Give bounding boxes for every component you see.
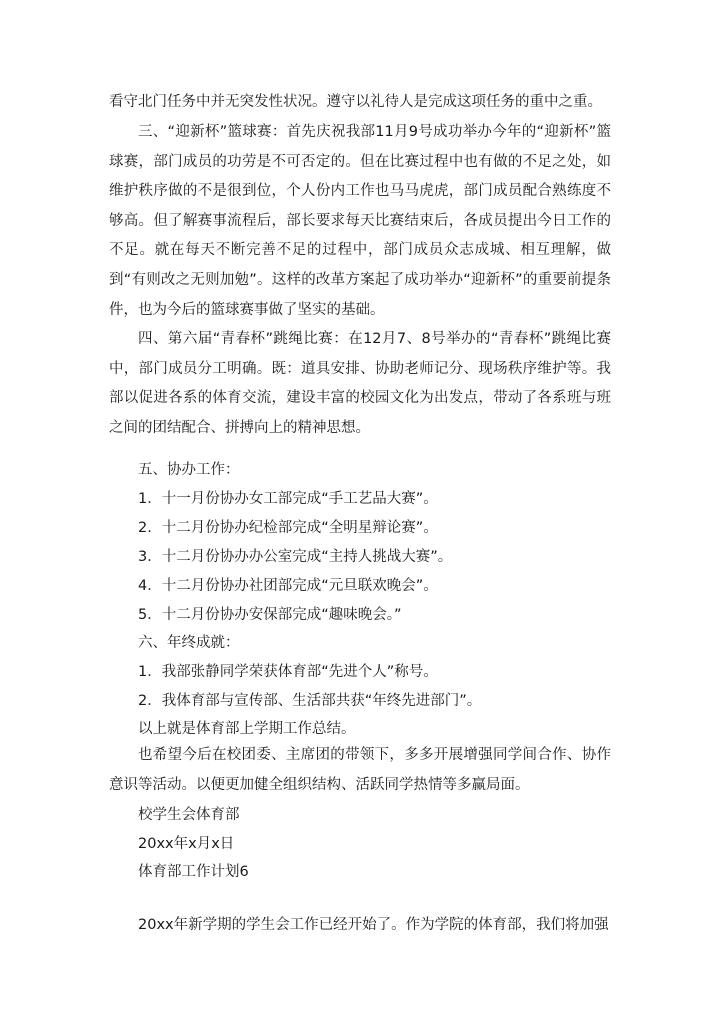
summary-sentence: 以上就是体育部上学期工作总结。	[138, 721, 356, 737]
list-item-co-work-3: 3．十二月份协办办公室完成“主持人挑战大赛”。	[138, 549, 453, 565]
signature-date: 20xx年x月x日	[138, 836, 235, 852]
section-title-work-plan-6: 体育部工作计划6	[138, 864, 249, 880]
list-item-co-work-1: 1．十一月份协办女工部完成“手工艺品大赛”。	[138, 491, 438, 507]
heading-co-organized-work: 五、协办工作：	[138, 462, 240, 478]
list-item-co-work-4: 4．十二月份协办社团部完成“元旦联欢晚会”。	[138, 578, 438, 594]
list-item-co-work-2: 2．十二月份协办纪检部完成“全明星辩论赛”。	[138, 520, 438, 536]
paragraph-new-semester: 20xx年新学期的学生会工作已经开始了。作为学院的体育部，我们将加强	[138, 917, 609, 933]
paragraph-future-hope: 也希望今后在校团委、主席团的带领下，多多开展增强同学间合作、协作意识等活动。以便更加健全组织结构、活跃同学热情等多赢局面。	[109, 747, 611, 793]
paragraph-rope-skipping-match: 四、第六届“青春杯”跳绳比赛：在12月7、8号举办的“青春杯”跳绳比赛中，部门成员分工明确。既：道具安排、协助老师记分、现场秩序维护等。我部以促进各系的体育交流，建设丰富的校园文化为出发点，带动了各系班与班之间的团结配合、拼搏向上的精神思想。	[109, 331, 611, 436]
list-item-co-work-5: 5．十二月份协办安保部完成“趣味晚会。”	[138, 607, 402, 623]
paragraph-basketball-match: 三、“迎新杯”篮球赛：首先庆祝我部11月9号成功举办今年的“迎新杯”篮球赛，部门成员的功劳是不可否定的。但在比赛过程中也有做的不足之处，如维护秩序做的不是很到位，个人份内工作也马马虎虎，部门成员配合熟练度不够高。但了解赛事流程后，部长要求每天比赛结束后，各成员提出今日工作的不足。就在每天不断完善不足的过程中，部门成员众志成城、相互理解，做到“有则改之无则加勉”。这样的改革方案起了成功举办“迎新杯”的重要前提条件，也为今后的篮球赛事做了坚实的基础。	[109, 124, 611, 318]
signature-department: 校学生会体育部	[138, 807, 240, 823]
list-item-achievement-1: 1．我部张静同学荣获体育部“先进个人”称号。	[138, 664, 438, 680]
paragraph-continuation: 看守北门任务中并无突发性状况。遵守以礼待人是完成这项任务的重中之重。	[109, 94, 602, 110]
list-item-achievement-2: 2．我体育部与宣传部、生活部共获“年终先进部门”。	[138, 693, 482, 709]
heading-year-end-achievements: 六、年终成就：	[138, 635, 240, 651]
